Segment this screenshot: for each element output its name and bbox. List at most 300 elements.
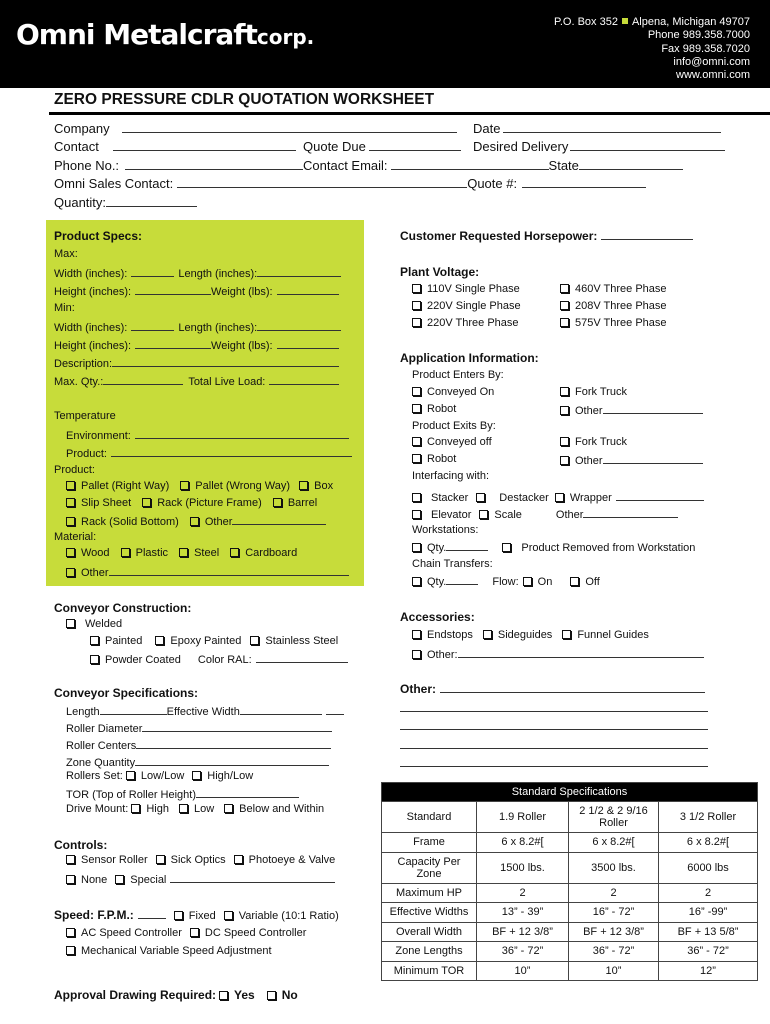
desired-delivery-field[interactable] xyxy=(473,139,725,154)
temp-product-blank[interactable] xyxy=(111,446,352,457)
stacker-checkbox[interactable] xyxy=(412,493,421,502)
conveyed-on-label: Conveyed On xyxy=(427,386,495,398)
effective-width-blank[interactable] xyxy=(240,704,322,715)
wrapper-blank[interactable] xyxy=(616,490,704,501)
material-other-row xyxy=(66,565,349,579)
mechanical-label: Mechanical Variable Speed Adjustment xyxy=(81,945,272,957)
flow-on-label: On xyxy=(537,576,553,588)
contact-field[interactable] xyxy=(54,139,296,154)
pallet-right-label: Pallet (Right Way) xyxy=(81,480,170,492)
contact-email-label: Contact Email: xyxy=(303,158,388,173)
other-notes-blank-1[interactable] xyxy=(440,682,705,693)
accessories-other-row xyxy=(412,647,704,661)
min-length-label: Length (inches): xyxy=(178,322,258,334)
table-cell: 2 xyxy=(659,883,758,903)
enters-other-checkbox[interactable] xyxy=(560,406,569,415)
max-dimensions-row xyxy=(54,266,341,280)
v110-option xyxy=(412,283,520,295)
table-row xyxy=(382,833,758,853)
accessories-other-checkbox[interactable] xyxy=(412,650,421,659)
omni-sales-field[interactable] xyxy=(54,176,646,191)
conveyed-on-checkbox[interactable] xyxy=(412,387,421,396)
speed-heading: Speed: F.P.M.: xyxy=(54,908,134,922)
sideguides-label: Sideguides xyxy=(497,629,553,641)
table-row xyxy=(382,961,758,981)
contact-blank[interactable] xyxy=(113,140,296,151)
enters-fork-checkbox[interactable] xyxy=(560,387,569,396)
fax-number: Fax 989.358.7020 xyxy=(661,42,750,55)
effective-width-unit-blank[interactable] xyxy=(326,704,344,715)
other-notes-blank-5[interactable] xyxy=(400,755,708,767)
address-po-box: P.O. Box 352 xyxy=(553,16,618,28)
v220s-label: 220V Single Phase xyxy=(427,300,521,312)
min-weight-label: Weight (lbs): xyxy=(211,340,273,352)
fpm-blank[interactable] xyxy=(138,908,166,919)
roller-diameter-blank[interactable] xyxy=(142,721,332,732)
product-type-heading: Product: xyxy=(54,464,95,476)
material-other-checkbox[interactable] xyxy=(66,568,75,577)
low-low-label: Low/Low xyxy=(140,770,185,782)
pallet-wrong-checkbox[interactable] xyxy=(180,481,189,490)
max-width-label: Width (inches): xyxy=(54,268,128,280)
approval-row xyxy=(54,988,298,1002)
tor-row xyxy=(66,787,299,801)
max-qty-blank[interactable] xyxy=(103,374,183,385)
v460-label: 460V Three Phase xyxy=(575,283,667,295)
painted-checkbox[interactable] xyxy=(90,636,99,645)
enters-robot-option xyxy=(412,403,456,415)
description-label: Description: xyxy=(54,358,113,370)
special-label: Special xyxy=(130,874,167,886)
welded-label: Welded xyxy=(85,618,123,630)
roller-centers-blank[interactable] xyxy=(136,738,331,749)
max-length-label: Length (inches): xyxy=(178,268,258,280)
zone-quantity-blank[interactable] xyxy=(135,755,329,766)
wood-label: Wood xyxy=(81,547,110,559)
approval-yes-checkbox[interactable] xyxy=(219,991,228,1000)
header-bar xyxy=(0,0,770,88)
quote-due-blank[interactable] xyxy=(369,140,461,151)
chain-qty-checkbox[interactable] xyxy=(412,577,421,586)
company-contact-block xyxy=(554,16,750,82)
low-low-checkbox[interactable] xyxy=(126,771,135,780)
other-notes-blank-3[interactable] xyxy=(400,718,708,730)
v460-checkbox[interactable] xyxy=(560,284,569,293)
company-blank[interactable] xyxy=(122,122,457,133)
phone-blank[interactable] xyxy=(125,159,303,170)
plastic-checkbox[interactable] xyxy=(121,548,130,557)
table-row xyxy=(382,942,758,962)
horsepower-row xyxy=(400,229,693,243)
table-cell: 10” xyxy=(477,961,569,981)
description-blank[interactable] xyxy=(112,356,339,367)
wood-checkbox[interactable] xyxy=(66,548,75,557)
sick-optics-checkbox[interactable] xyxy=(156,855,165,864)
drive-low-checkbox[interactable] xyxy=(179,804,188,813)
color-ral-blank[interactable] xyxy=(256,652,348,663)
pallet-wrong-label: Pallet (Wrong Way) xyxy=(195,480,291,492)
steel-checkbox[interactable] xyxy=(179,548,188,557)
column-header: 2 1/2 & 2 9/16 Roller xyxy=(569,802,659,833)
interfacing-other-label: Other xyxy=(555,509,584,521)
temperature-label: Temperature xyxy=(54,410,116,422)
high-low-label: High/Low xyxy=(207,770,254,782)
row-label: Maximum HP xyxy=(382,883,477,903)
zone-quantity-row xyxy=(66,755,329,769)
exits-robot-label: Robot xyxy=(427,453,457,465)
product-removed-checkbox[interactable] xyxy=(502,543,511,552)
horsepower-blank[interactable] xyxy=(601,229,693,240)
conveyor-specs-heading: Conveyor Specifications: xyxy=(54,686,199,700)
v575-label: 575V Three Phase xyxy=(575,317,667,329)
date-field[interactable] xyxy=(473,121,721,136)
product-removed-label: Product Removed from Workstation xyxy=(521,542,696,554)
roller-diameter-row xyxy=(66,721,332,735)
drive-below-checkbox[interactable] xyxy=(224,804,233,813)
min-height-blank[interactable] xyxy=(135,338,211,349)
total-live-load-label: Total Live Load: xyxy=(188,376,266,388)
quote-number-label: Quote #: xyxy=(467,176,518,191)
box-label: Box xyxy=(314,480,334,492)
controls-row-2 xyxy=(66,872,335,886)
wrapper-checkbox[interactable] xyxy=(555,493,564,502)
table-cell: 16” - 72” xyxy=(569,903,659,923)
table-cell: 2 xyxy=(477,883,569,903)
desired-delivery-blank[interactable] xyxy=(570,140,725,151)
table-row xyxy=(382,922,758,942)
powder-checkbox[interactable] xyxy=(90,655,99,664)
stainless-checkbox[interactable] xyxy=(250,636,259,645)
drive-low-label: Low xyxy=(193,803,215,815)
desired-delivery-label: Desired Delivery xyxy=(473,139,569,154)
dc-speed-label: DC Speed Controller xyxy=(204,927,307,939)
min-height-row xyxy=(54,338,339,352)
logo-suffix-text: corp. xyxy=(256,25,315,49)
omni-sales-blank[interactable] xyxy=(177,177,467,188)
other-notes-heading: Other: xyxy=(400,682,436,696)
pallet-right-checkbox[interactable] xyxy=(66,481,75,490)
drive-mount-label: Drive Mount: xyxy=(66,803,129,815)
special-blank[interactable] xyxy=(170,872,335,883)
max-width-blank[interactable] xyxy=(131,266,174,277)
plant-voltage-heading: Plant Voltage: xyxy=(400,265,480,279)
slip-sheet-checkbox[interactable] xyxy=(66,498,75,507)
funnel-checkbox[interactable] xyxy=(562,630,571,639)
length-blank[interactable] xyxy=(100,704,167,715)
stainless-label: Stainless Steel xyxy=(265,635,339,647)
table-cell: BF + 12 3/8” xyxy=(569,922,659,942)
color-ral-label: Color RAL: xyxy=(197,654,252,666)
contact-email-blank[interactable] xyxy=(391,159,549,170)
sick-optics-label: Sick Optics xyxy=(170,854,226,866)
scale-checkbox[interactable] xyxy=(479,510,488,519)
speed-row xyxy=(54,908,339,922)
date-blank[interactable] xyxy=(503,122,721,133)
table-cell: 36” - 72” xyxy=(477,942,569,962)
page-title: ZERO PRESSURE CDLR QUOTATION WORKSHEET xyxy=(54,91,435,108)
approval-no-label: No xyxy=(281,988,298,1002)
destacker-checkbox[interactable] xyxy=(476,493,485,502)
v208-label: 208V Three Phase xyxy=(575,300,667,312)
quantity-field[interactable] xyxy=(54,195,197,210)
company-logo xyxy=(16,18,314,51)
row-label: Overall Width xyxy=(382,922,477,942)
row-label: Minimum TOR xyxy=(382,961,477,981)
conveyor-construction-heading: Conveyor Construction: xyxy=(54,601,192,615)
endstops-checkbox[interactable] xyxy=(412,630,421,639)
flow-on-checkbox[interactable] xyxy=(523,577,532,586)
plastic-label: Plastic xyxy=(135,547,169,559)
v220s-checkbox[interactable] xyxy=(412,301,421,310)
contact-email-field[interactable] xyxy=(303,158,683,173)
tor-blank[interactable] xyxy=(196,787,299,798)
quote-number-blank[interactable] xyxy=(522,177,646,188)
min-dimensions-row xyxy=(54,320,341,334)
material-heading: Material: xyxy=(54,531,97,543)
column-header: Standard xyxy=(382,802,477,833)
cardboard-label: Cardboard xyxy=(245,547,298,559)
funnel-label: Funnel Guides xyxy=(577,629,649,641)
drive-mount-row xyxy=(66,803,324,815)
max-height-blank[interactable] xyxy=(135,284,211,295)
painted-label: Painted xyxy=(105,635,143,647)
ac-speed-checkbox[interactable] xyxy=(66,928,75,937)
min-weight-blank[interactable] xyxy=(277,338,339,349)
roller-diameter-label: Roller Diameter xyxy=(66,723,143,735)
drive-high-checkbox[interactable] xyxy=(131,804,140,813)
sensor-roller-checkbox[interactable] xyxy=(66,855,75,864)
material-other-blank[interactable] xyxy=(109,565,349,576)
table-row xyxy=(382,903,758,923)
table-cell: 2 xyxy=(569,883,659,903)
rack-picture-checkbox[interactable] xyxy=(142,498,151,507)
enters-other-label: Other xyxy=(575,405,603,417)
environment-label: Environment: xyxy=(66,430,131,442)
quote-due-field[interactable] xyxy=(303,139,461,154)
v208-checkbox[interactable] xyxy=(560,301,569,310)
none-checkbox[interactable] xyxy=(66,875,75,884)
length-row xyxy=(66,704,344,718)
title-divider xyxy=(49,112,770,115)
workstation-qty-blank[interactable] xyxy=(446,540,488,551)
photoeye-label: Photoeye & Valve xyxy=(248,854,336,866)
rack-solid-checkbox[interactable] xyxy=(66,517,75,526)
accessories-row xyxy=(412,629,649,641)
exits-robot-checkbox[interactable] xyxy=(412,454,421,463)
v220s-option xyxy=(412,300,521,312)
min-height-label: Height (inches): xyxy=(54,340,132,352)
exits-other-blank[interactable] xyxy=(603,453,703,464)
state-blank[interactable] xyxy=(579,159,683,170)
table-cell: 12” xyxy=(659,961,758,981)
enters-other-blank[interactable] xyxy=(603,403,703,414)
max-qty-label: Max. Qty.: xyxy=(54,376,104,388)
min-label: Min: xyxy=(54,302,75,314)
table-cell: 6000 lbs xyxy=(659,852,758,883)
enters-fork-label: Fork Truck xyxy=(575,386,627,398)
min-width-label: Width (inches): xyxy=(54,322,128,334)
company-label: Company xyxy=(54,121,110,136)
max-weight-label: Weight (lbs): xyxy=(211,286,273,298)
interfacing-other-blank[interactable] xyxy=(583,507,678,518)
max-length-blank[interactable] xyxy=(257,266,341,277)
max-height-row xyxy=(54,284,339,298)
conveyed-off-option xyxy=(412,436,492,448)
table-row xyxy=(382,883,758,903)
v460-option xyxy=(560,283,667,295)
elevator-checkbox[interactable] xyxy=(412,510,421,519)
chain-qty-blank[interactable] xyxy=(446,574,478,585)
fixed-label: Fixed xyxy=(188,910,216,922)
chain-transfers-label: Chain Transfers: xyxy=(412,558,493,570)
specs-title-row xyxy=(382,783,758,802)
square-bullet-icon xyxy=(622,18,628,24)
product-other-blank[interactable] xyxy=(232,514,326,525)
elevator-label: Elevator xyxy=(431,509,472,521)
exits-other-checkbox[interactable] xyxy=(560,456,569,465)
v575-checkbox[interactable] xyxy=(560,318,569,327)
table-cell: 36” - 72” xyxy=(659,942,758,962)
welded-checkbox[interactable] xyxy=(66,619,75,628)
tor-label: TOR (Top of Roller Height) xyxy=(66,789,197,801)
enters-other-option xyxy=(560,403,703,417)
product-other-checkbox[interactable] xyxy=(190,517,199,526)
cardboard-checkbox[interactable] xyxy=(230,548,239,557)
total-live-load-blank[interactable] xyxy=(269,374,339,385)
accessories-heading: Accessories: xyxy=(400,610,475,624)
enters-by-label: Product Enters By: xyxy=(412,369,504,381)
fixed-checkbox[interactable] xyxy=(174,911,183,920)
flow-off-checkbox[interactable] xyxy=(570,577,579,586)
sideguides-checkbox[interactable] xyxy=(483,630,492,639)
exits-other-option xyxy=(560,453,703,467)
barrel-label: Barrel xyxy=(287,497,318,509)
slip-sheet-label: Slip Sheet xyxy=(81,497,132,509)
endstops-label: Endstops xyxy=(427,629,473,641)
mechanical-checkbox[interactable] xyxy=(66,946,75,955)
product-type-row-2 xyxy=(66,497,317,509)
variable-label: Variable (10:1 Ratio) xyxy=(238,910,339,922)
other-notes-row xyxy=(400,682,705,696)
barrel-checkbox[interactable] xyxy=(273,498,282,507)
effective-width-label: Effective Width xyxy=(166,706,240,718)
approval-label: Approval Drawing Required: xyxy=(54,988,217,1002)
enters-fork-option xyxy=(560,386,627,398)
v110-label: 110V Single Phase xyxy=(427,283,520,295)
description-row xyxy=(54,356,339,370)
scale-label: Scale xyxy=(494,509,522,521)
exits-fork-option xyxy=(560,436,627,448)
special-checkbox[interactable] xyxy=(115,875,124,884)
accessories-other-blank[interactable] xyxy=(458,647,704,658)
interfacing-label: Interfacing with: xyxy=(412,470,490,482)
exits-fork-checkbox[interactable] xyxy=(560,437,569,446)
product-type-row-1 xyxy=(66,480,333,492)
table-row xyxy=(382,852,758,883)
v220t-checkbox[interactable] xyxy=(412,318,421,327)
exits-robot-option xyxy=(412,453,456,465)
box-checkbox[interactable] xyxy=(299,481,308,490)
exits-by-label: Product Exits By: xyxy=(412,420,496,432)
epoxy-label: Epoxy Painted xyxy=(170,635,242,647)
phone-label: Phone No.: xyxy=(54,158,120,173)
environment-blank[interactable] xyxy=(135,428,349,439)
quantity-label: Quantity: xyxy=(54,195,107,210)
variable-checkbox[interactable] xyxy=(224,911,233,920)
rack-picture-label: Rack (Picture Frame) xyxy=(157,497,262,509)
product-specs-heading: Product Specs: xyxy=(54,229,143,243)
max-height-label: Height (inches): xyxy=(54,286,132,298)
speed-controller-row xyxy=(66,927,306,939)
min-width-blank[interactable] xyxy=(131,320,174,331)
rollers-set-row xyxy=(66,770,253,782)
high-low-checkbox[interactable] xyxy=(192,771,201,780)
email-address: info@omni.com xyxy=(673,55,750,68)
controls-row-1 xyxy=(66,854,335,866)
contact-label: Contact xyxy=(54,139,99,154)
max-qty-row xyxy=(54,374,339,388)
product-type-row-3 xyxy=(66,514,326,528)
company-field[interactable] xyxy=(54,121,457,136)
logo-main-text: Omni Metalcraft xyxy=(16,18,257,51)
table-cell: 1500 lbs. xyxy=(477,852,569,883)
flow-off-label: Off xyxy=(585,576,600,588)
approval-no-checkbox[interactable] xyxy=(267,991,276,1000)
roller-centers-row xyxy=(66,738,331,752)
conveyed-off-checkbox[interactable] xyxy=(412,437,421,446)
drive-below-label: Below and Within xyxy=(239,803,325,815)
v110-checkbox[interactable] xyxy=(412,284,421,293)
phone-field[interactable] xyxy=(54,158,303,173)
dc-speed-checkbox[interactable] xyxy=(190,928,199,937)
application-info-heading: Application Information: xyxy=(400,351,539,365)
enters-robot-checkbox[interactable] xyxy=(412,404,421,413)
other-notes-blank-2[interactable] xyxy=(400,700,708,712)
other-notes-blank-4[interactable] xyxy=(400,737,708,749)
quote-due-label: Quote Due xyxy=(303,139,366,154)
wrapper-label: Wrapper xyxy=(569,492,612,504)
table-cell: 6 x 8.2#[ xyxy=(569,833,659,853)
mechanical-row xyxy=(66,945,272,957)
phone-number: Phone 989.358.7000 xyxy=(647,29,750,42)
specs-header-row xyxy=(382,802,758,833)
ac-speed-label: AC Speed Controller xyxy=(81,927,182,939)
temp-product-label: Product: xyxy=(66,448,107,460)
length-label: Length xyxy=(66,706,100,718)
row-label: Effective Widths xyxy=(382,903,477,923)
min-length-blank[interactable] xyxy=(257,320,341,331)
max-weight-blank[interactable] xyxy=(277,284,339,295)
v220t-label: 220V Three Phase xyxy=(427,317,519,329)
none-label: None xyxy=(81,874,108,886)
v220t-option xyxy=(412,317,519,329)
column-header: 3 1/2 Roller xyxy=(659,802,758,833)
horsepower-label: Customer Requested Horsepower: xyxy=(400,229,598,243)
steel-label: Steel xyxy=(194,547,220,559)
rollers-set-label: Rollers Set: xyxy=(66,770,123,782)
interfacing-row-2 xyxy=(412,507,678,521)
accessories-other-label: Other: xyxy=(427,649,458,661)
workstation-qty-checkbox[interactable] xyxy=(412,543,421,552)
finish-row xyxy=(90,635,338,647)
quantity-blank[interactable] xyxy=(106,196,197,207)
table-cell: 3500 lbs. xyxy=(569,852,659,883)
welded-row xyxy=(66,618,122,630)
conveyed-off-label: Conveyed off xyxy=(427,436,492,448)
photoeye-checkbox[interactable] xyxy=(234,855,243,864)
approval-yes-label: Yes xyxy=(234,988,255,1002)
epoxy-checkbox[interactable] xyxy=(155,636,164,645)
